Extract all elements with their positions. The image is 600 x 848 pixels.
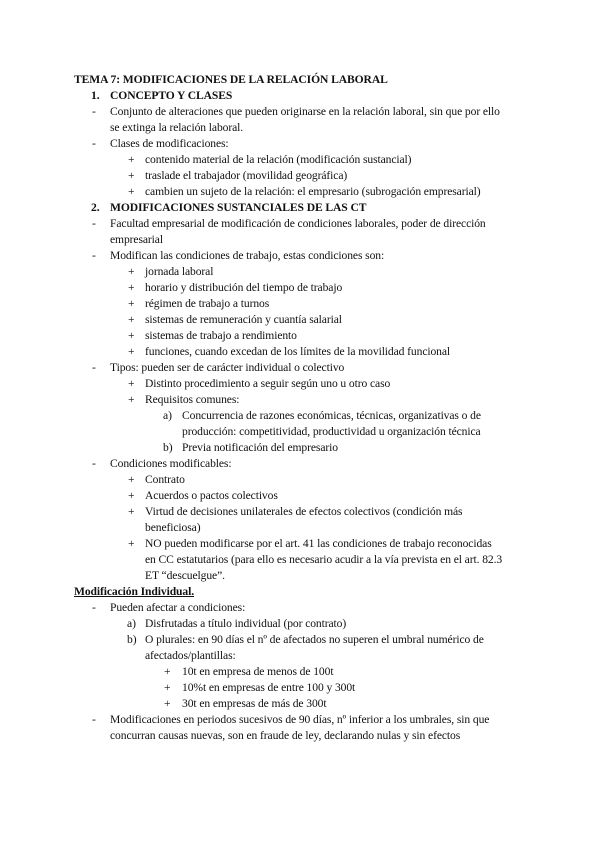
list-item: Virtud de decisiones unilaterales de efectos colectivos (condición más — [145, 505, 463, 518]
concept-text: Conjunto de alteraciones que pueden originarse en la relación laboral, sin que por ello — [110, 105, 500, 118]
sub-list-item: Previa notificación del empresario — [182, 441, 338, 454]
plus-bullet: + — [164, 665, 171, 678]
plus-bullet: + — [128, 265, 135, 278]
section-heading: MODIFICACIONES SUSTANCIALES DE LAS CT — [110, 201, 367, 214]
list-item: funciones, cuando excedan de los límites de la movilidad funcional — [145, 345, 451, 358]
threshold-item: 10t en empresa de menos de 100t — [182, 665, 334, 678]
section-heading: CONCEPTO Y CLASES — [110, 89, 233, 102]
list-label: Pueden afectar a condiciones: — [110, 601, 246, 614]
list-item: Acuerdos o pactos colectivos — [145, 489, 278, 502]
plus-bullet: + — [128, 505, 135, 518]
dash-bullet: - — [92, 457, 96, 470]
dash-bullet: - — [92, 713, 96, 726]
final-text-cont: concurran causas nuevas, son en fraude de ley, declarando nulas y sin efectos — [110, 729, 461, 742]
list-label: Tipos: pueden ser de carácter individual o colectivo — [110, 361, 345, 374]
list-label: Clases de modificaciones: — [110, 137, 229, 150]
list-item: Contrato — [145, 473, 185, 486]
list-item: cambien un sujeto de la relación: el empresario (subrogación empresarial) — [145, 185, 481, 198]
list-item: contenido material de la relación (modificación sustancial) — [145, 153, 412, 166]
dash-bullet: - — [92, 105, 96, 118]
list-item-cont: ET “descuelgue”. — [145, 569, 225, 582]
plus-bullet: + — [128, 537, 135, 550]
letter-marker: b) — [163, 441, 173, 454]
list-item: Requisitos comunes: — [145, 393, 240, 406]
section-number: 1. — [91, 89, 100, 102]
list-label: Modifican las condiciones de trabajo, estas condiciones son: — [110, 249, 385, 262]
plus-bullet: + — [128, 153, 135, 166]
plus-bullet: + — [164, 681, 171, 694]
plus-bullet: + — [128, 345, 135, 358]
document-title: TEMA 7: MODIFICACIONES DE LA RELACIÓN LABORAL — [74, 73, 388, 86]
list-label: Condiciones modificables: — [110, 457, 232, 470]
list-item: régimen de trabajo a turnos — [145, 297, 270, 310]
dash-bullet: - — [92, 249, 96, 262]
threshold-item: 10%t en empresas de entre 100 y 300t — [182, 681, 356, 694]
plus-bullet: + — [128, 281, 135, 294]
section-number: 2. — [91, 201, 100, 214]
plus-bullet: + — [128, 297, 135, 310]
letter-marker: a) — [163, 409, 173, 422]
threshold-item: 30t en empresas de más de 300t — [182, 697, 327, 710]
sub-list-item: O plurales: en 90 días el nº de afectados no superen el umbral numérico de — [145, 633, 484, 646]
faculty-text: Facultad empresarial de modificación de condiciones laborales, poder de dirección — [110, 217, 486, 230]
list-item: sistemas de trabajo a rendimiento — [145, 329, 297, 342]
plus-bullet: + — [128, 329, 135, 342]
concept-text-cont: se extinga la relación laboral. — [110, 121, 244, 134]
list-item: NO pueden modificarse por el art. 41 las condiciones de trabajo reconocidas — [145, 537, 492, 550]
subsection-heading: Modificación Individual. — [74, 585, 195, 598]
list-item: traslade el trabajador (movilidad geográfica) — [145, 169, 348, 182]
sub-list-item-cont: producción: competitividad, productividad u organización técnica — [182, 425, 481, 438]
list-item-cont: beneficiosa) — [145, 521, 201, 534]
plus-bullet: + — [128, 313, 135, 326]
list-item: Distinto procedimiento a seguir según uno u otro caso — [145, 377, 391, 390]
dash-bullet: - — [92, 361, 96, 374]
plus-bullet: + — [164, 697, 171, 710]
sub-list-item: Disfrutadas a título individual (por contrato) — [145, 617, 347, 630]
letter-marker: b) — [127, 633, 137, 646]
dash-bullet: - — [92, 137, 96, 150]
list-item: jornada laboral — [145, 265, 214, 278]
faculty-text-cont: empresarial — [110, 233, 163, 246]
dash-bullet: - — [92, 601, 96, 614]
dash-bullet: - — [92, 217, 96, 230]
list-item: sistemas de remuneración y cuantía salarial — [145, 313, 342, 326]
plus-bullet: + — [128, 473, 135, 486]
sub-list-item-cont: afectados/plantillas: — [145, 649, 236, 662]
plus-bullet: + — [128, 393, 135, 406]
plus-bullet: + — [128, 185, 135, 198]
plus-bullet: + — [128, 377, 135, 390]
list-item-cont: en CC estatutarios (para ello es necesario acudir a la vía prevista en el art. 82.3 — [145, 553, 503, 566]
letter-marker: a) — [127, 617, 137, 630]
sub-list-item: Concurrencia de razones económicas, técnicas, organizativas o de — [182, 409, 481, 422]
list-item: horario y distribución del tiempo de trabajo — [145, 281, 343, 294]
final-text: Modificaciones en periodos sucesivos de 90 días, nº inferior a los umbrales, sin que — [110, 713, 490, 726]
plus-bullet: + — [128, 169, 135, 182]
plus-bullet: + — [128, 489, 135, 502]
